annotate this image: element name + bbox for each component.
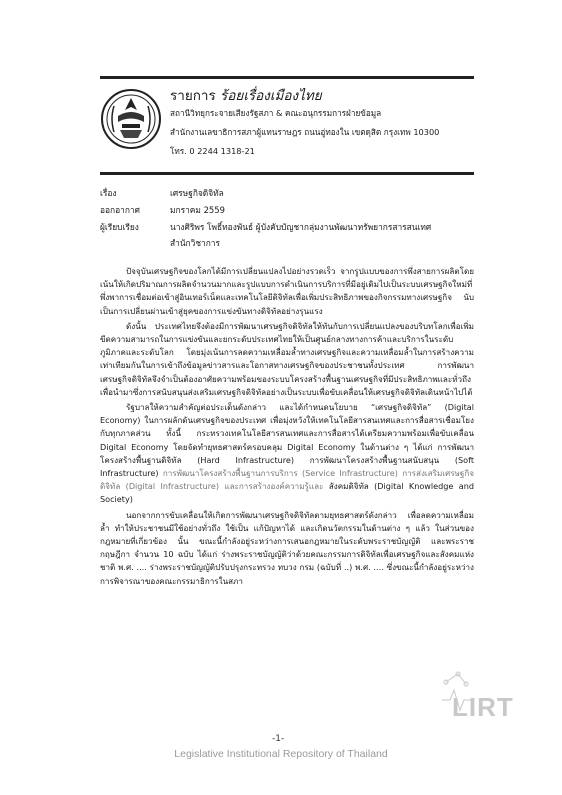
meta-value-author: นางศิริพร โพธิ์ทองพันธ์ ผู้บังคับบัญชากลุ่มงานพัฒนาทรัพยากรสารสนเทศ bbox=[170, 222, 432, 232]
paragraph-3-part-c: สังคมดิจิทัล (Digital Knowledge and Society) bbox=[100, 481, 475, 505]
paragraph-3-part-a: รัฐบาลให้ความสำคัญต่อประเด็นดังกล่าว และได้กำหนดนโยบาย “เศรษฐกิจดิจิทัล” (Digital Economy) ในการผลักดันเศรษฐกิจของประเทศ เพื่อมุ่งหวังให้เทคโนโลยีสารสนเทศและการสื่อสารเชื่อมโยงกับทุกภาคส่วน ทั้งนี้ กระทรวงเทคโนโลยีสารสนเทศและการสื่อสารได้เตรียมความพร้อมเพื่อขับเคลื่อน Digital Economy โดยจัดทำยุทธศาสตร์ครอบคลุม Digital Economy ในด้านต่าง ๆ ได้แก่ การพัฒนาโครงสร้างพื้นฐานดิจิทัล (Hard Infrastructure) การพัฒนาโครงสร้างพื้นฐานสนับสนุน (Soft Infrastructure) bbox=[100, 402, 474, 479]
meta-key-subject: เรื่อง bbox=[100, 188, 117, 198]
header-line-2: สำนักงานเลขาธิการสภาผู้แทนราษฎร ถนนอู่ทองใน เขตดุสิต กรุงเทพ 10300 bbox=[170, 127, 440, 137]
paragraph-4: นอกจากการขับเคลื่อนให้เกิดการพัฒนาเศรษฐกิจดิจิทัลตามยุทธศาสตร์ดังกล่าว เพื่อลดความเหลื่อมล้ำ ทำให้ประชาชนมีใช้อย่างทั่วถึง ใช้เป็น แก้ปัญหาได้ และเกิดนวัตกรรมในด้านต่าง ๆ แล้ว ในส่วนของกฎหมายที่เกี่ยวข้อง นั้น ขณะนี้กำลังอยู่ระหว่างการเสนอกฎหมายในระดับพระราชบัญญัติ และพระราชกฤษฎีกา จำนวน 10 ฉบับ ได้แก่ ร่างพระราชบัญญัติว่าด้วยคณะกรรมการดิจิทัลเพื่อเศรษฐกิจและสังคมแห่งชาติ พ.ศ. .... ร่างพระราชบัญญัติปรับปรุงกระทรวง ทบวง กรม (ฉบับที่ ..) พ.ศ. .... ซึ่งขณะนี้กำลังอยู่ระหว่างการพิจารณาของคณะกรรมาธิการในสภา bbox=[100, 509, 474, 586]
top-rule bbox=[100, 76, 474, 79]
meta-value-broadcast: มกราคม 2559 bbox=[170, 205, 225, 215]
document-body bbox=[100, 265, 474, 590]
header-line-3: โทร. 0 2244 1318-21 bbox=[170, 146, 255, 156]
paragraph-3-part-b: การพัฒนาโครงสร้างพื้นฐานการบริการ (Service Infrastructure) การส่งเสริมเศรษฐกิจดิจิทัล (Digital Infrastructure) และการสร้างองค์ความรู้และ bbox=[100, 468, 474, 492]
paragraph-1: ปัจจุบันเศรษฐกิจของโลกได้มีการเปลี่ยนแปลงไปอย่างรวดเร็ว จากรูปแบบของการพึ่งสายการผลิตโดยเน้นให้เกิดปริมาณการผลิตจำนวนมากและรูปแบบการดำเนินการบริการที่มีอยู่เดิมไปเป็นระบบเศรษฐกิจใหม่ที่พึ่งพาการเชื่อมต่อเข้าสู่อินเทอร์เน็ตและเทคโนโลยีดิจิทัลเพื่อเพิ่มประสิทธิภาพของกิจกรรมทางเศรษฐกิจ นับเป็นการเปลี่ยนผ่านเข้าสู่ยุคของการแข่งขันทางดิจิทัลอย่างรุนแรง bbox=[100, 266, 474, 316]
paragraph-2: ดังนั้น ประเทศไทยจึงต้องมีการพัฒนาเศรษฐกิจดิจิทัลให้ทันกับการเปลี่ยนแปลงของบริบทโลกเพื่อเพิ่มขีดความสามารถในการแข่งขันและยกระดับประเทศไทยให้เป็นศูนย์กลางทางการค้าและบริการในระดับภูมิภาคและระดับโลก โดยมุ่งเน้นการลดความเหลื่อมล้ำทางเศรษฐกิจและความเหลื่อมล้ำในการสร้างความเท่าเทียมกันในการเข้าถึงข้อมูลข่าวสารและโอกาสทางเศรษฐกิจของประชาชนทั้งประเทศ การพัฒนาเศรษฐกิจดิจิทัลจึงจำเป็นต้องอาศัยความพร้อมของระบบโครงสร้างพื้นฐานเศรษฐกิจที่มีประสิทธิภาพและทั่วถึง เพื่อนำมาซึ่งการสนับสนุนส่งเสริมเศรษฐกิจดิจิทัลอย่างเป็นระบบเพื่อขับเคลื่อนให้เศรษฐกิจดิจิทัลเดินหน้าไปได้ bbox=[100, 320, 474, 397]
repository-footer: Legislative Institutional Repository of Thailand bbox=[174, 748, 388, 760]
program-name: ร้อยเรื่องเมืองไทย bbox=[220, 88, 322, 104]
header-line-1: สถานีวิทยุกระจายเสียงรัฐสภา & คณะอนุกรรมการฝ่ายข้อมูล bbox=[170, 108, 382, 118]
lirt-watermark-text: LIRT bbox=[452, 692, 514, 722]
meta-key-author: ผู้เรียบเรียง bbox=[100, 222, 139, 232]
meta-value-subject: เศรษฐกิจดิจิทัล bbox=[170, 188, 224, 198]
meta-value-department: สำนักวิชาการ bbox=[170, 238, 220, 248]
page-number: -1- bbox=[272, 734, 285, 744]
paragraph-3 bbox=[100, 401, 474, 507]
bottom-rule bbox=[100, 172, 474, 175]
parliament-seal-icon bbox=[100, 88, 162, 150]
meta-key-broadcast: ออกอากาศ bbox=[100, 205, 140, 215]
program-prefix: รายการ bbox=[170, 88, 221, 104]
program-title bbox=[170, 84, 322, 106]
